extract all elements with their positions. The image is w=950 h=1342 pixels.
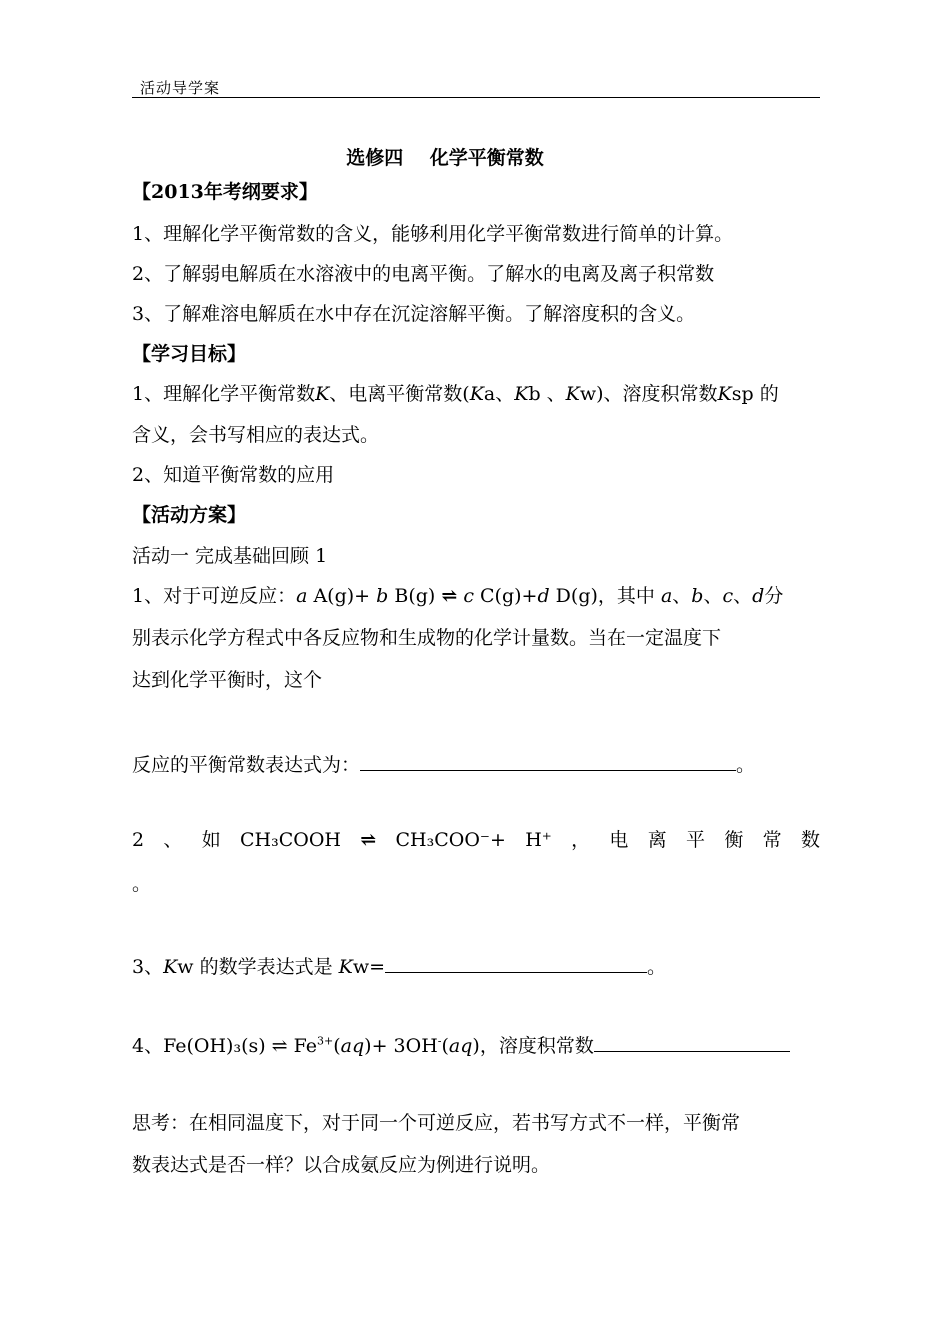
learning-goals-heading: 【学习目标】: [132, 343, 247, 365]
exam-requirements-heading: 【2013年考纲要求】: [132, 181, 318, 203]
goal-1-text-a: 1、理解化学平衡常数: [132, 383, 316, 405]
question-1-line-3: 达到化学平衡时，这个: [132, 669, 323, 691]
activity-1-title: 活动一 完成基础回顾 1: [132, 545, 328, 567]
question-1-line-2: 别表示化学方程式中各反应物和生成物的化学计量数。当在一定温度下: [132, 627, 722, 649]
q4-text-b: (: [333, 1035, 341, 1057]
q1-part: A(g)+: [307, 585, 377, 607]
q1-part: D(g)，其中: [549, 585, 661, 607]
goal-1-text-sp: sp 的: [731, 383, 779, 405]
q4-text-c: )+ 3OH: [364, 1035, 438, 1057]
goal-1-line-2: 含义，会书写相应的表达式。: [132, 424, 380, 446]
q2-token: CH₃COOH: [240, 829, 341, 851]
q4-charge-oh: -: [437, 1034, 442, 1048]
q2-token: 2: [132, 829, 145, 851]
q1-coef-a: a: [296, 585, 308, 607]
question-4: [132, 1031, 822, 1058]
q1-coef-c: c: [463, 585, 474, 607]
goal-1-line-1: [132, 382, 822, 406]
q2-token: 衡: [724, 829, 744, 851]
q1-part: 、: [703, 585, 723, 607]
q1-part: 、: [733, 585, 753, 607]
question-2-line-1: [132, 828, 820, 852]
q4-aq-1: aq: [340, 1035, 365, 1057]
page-header: [132, 75, 820, 98]
question-3: [132, 952, 822, 979]
q1-coef-b2: b: [691, 585, 704, 607]
exam-item-1: 1、理解化学平衡常数的含义，能够利用化学平衡常数进行简单的计算。: [132, 223, 734, 245]
q2-token: 、: [163, 829, 183, 851]
q1-coef-b: b: [376, 585, 389, 607]
goal-1-Ka: K: [469, 383, 484, 405]
q1-coef-d: d: [537, 585, 550, 607]
header-text: 活动导学案: [140, 79, 221, 97]
goal-1-text-b: 、电离平衡常数(: [329, 383, 470, 405]
q3-K2: K: [338, 956, 353, 978]
q4-aq-2: aq: [448, 1035, 473, 1057]
q4-answer-blank[interactable]: [594, 1031, 790, 1052]
question-2-line-2: 。: [132, 873, 152, 895]
q2-token: H⁺: [525, 829, 552, 851]
q1-answer-blank[interactable]: [360, 750, 736, 771]
exam-item-2: 2、了解弱电解质在水溶液中的电离平衡。了解水的电离及离子积常数: [132, 263, 715, 285]
q4-charge-fe: 3+: [317, 1034, 334, 1048]
q3-text-b: w 的数学表达式是: [177, 956, 339, 978]
q3-text-c: w=: [352, 956, 386, 978]
q3-text-a: 3、: [132, 956, 164, 978]
q1-coef-a2: a: [660, 585, 673, 607]
q2-token: 数: [800, 829, 820, 851]
goal-1-Ksp: K: [717, 383, 732, 405]
q4-text-d: (: [441, 1035, 449, 1057]
think-line-2: 数表达式是否一样？以合成氨反应为例进行说明。: [132, 1154, 551, 1176]
q1-part: 、: [672, 585, 692, 607]
q3-answer-blank[interactable]: [385, 952, 647, 973]
q1-part: 1、对于可逆反应：: [132, 585, 297, 607]
q3-end-mark: 。: [647, 956, 667, 978]
q1-end-mark: 。: [736, 754, 756, 776]
q2-token: ，: [571, 829, 591, 851]
goal-1-text-b2: b 、: [528, 383, 566, 405]
equilibrium-arrow: ⇌: [441, 585, 458, 607]
goal-1-Kw: K: [565, 383, 580, 405]
goal-1-text-w2: w)、溶度积常数: [579, 383, 718, 405]
q3-K: K: [163, 956, 178, 978]
q1-expression-label: 反应的平衡常数表达式为：: [132, 754, 361, 776]
q2-token: 如: [201, 829, 221, 851]
goal-1-K: K: [315, 383, 330, 405]
q2-token: 电: [609, 829, 629, 851]
q1-coef-c2: c: [722, 585, 734, 607]
question-1-line-1: [132, 584, 822, 608]
think-line-1: 思考：在相同温度下，对于同一个可逆反应，若书写方式不一样，平衡常: [132, 1112, 741, 1134]
q4-text-e: )，溶度积常数: [472, 1035, 594, 1057]
activity-plan-heading: 【活动方案】: [132, 504, 247, 526]
page-title: 选修四 化学平衡常数: [346, 147, 544, 169]
q4-text-a: 4、Fe(OH)₃(s) ⇌ Fe: [132, 1035, 318, 1057]
exam-item-3: 3、了解难溶电解质在水中存在沉淀溶解平衡。了解溶度积的含义。: [132, 303, 696, 325]
goal-1-text-a2: a、: [483, 383, 515, 405]
q1-coef-d2: d: [752, 585, 765, 607]
q2-token: CH₃COO⁻+: [395, 829, 506, 851]
question-1-line-4: [132, 750, 822, 777]
q2-token: 平: [686, 829, 706, 851]
goal-1-Kb: K: [514, 383, 529, 405]
goal-2: 2、知道平衡常数的应用: [132, 464, 335, 486]
q1-part: 分: [764, 585, 784, 607]
q2-token: 离: [647, 829, 667, 851]
q1-part: C(g)+: [473, 585, 538, 607]
equilibrium-arrow: ⇌: [360, 829, 377, 851]
q1-part: B(g): [388, 585, 442, 607]
q2-token: 常: [762, 829, 782, 851]
